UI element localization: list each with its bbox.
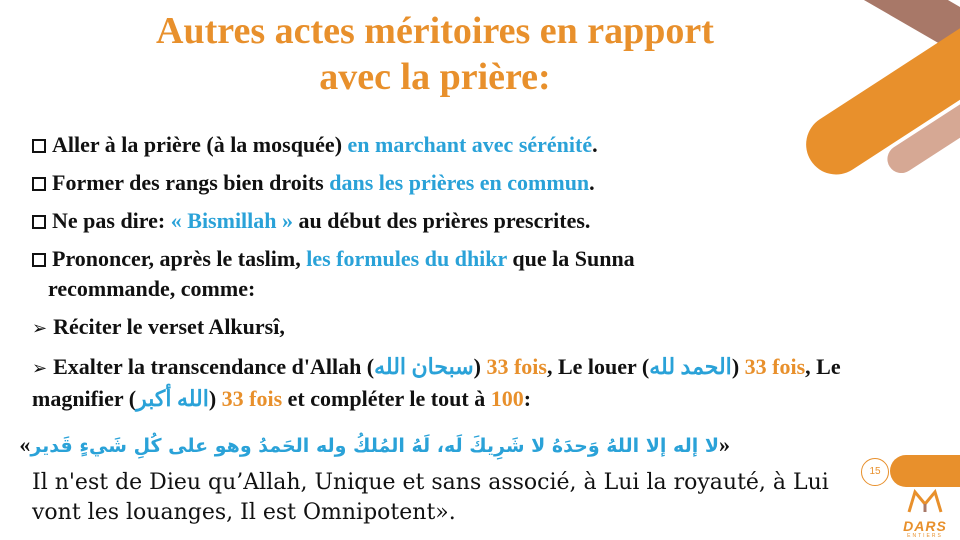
bullet-list xyxy=(32,130,922,418)
slide-title xyxy=(40,8,830,100)
bullet-item-4: Prononcer, après le taslim, les formules du dhikr que la Sunna recommande, comme: xyxy=(32,244,922,304)
checkbox-bullet-icon xyxy=(32,139,46,153)
arabic-dhikr-formula: «لا إله إلا اللهُ وَحدَهُ لا شَرِيكَ لَه، لَهُ المُلكُ وله الحَمدُ وهو على كُلِ شَيءٍ قَدير» xyxy=(19,432,730,457)
title-line-1: Autres actes méritoires en rapport xyxy=(156,10,714,52)
bullet-item-3: Ne pas dire: « Bismillah » au début des prières prescrites. xyxy=(32,206,922,236)
sub-item-2: ➢ Exalter la transcendance d'Allah (سبحان الله) 33 fois, Le louer (الحمد لله) 33 fois, Le magnifier (الله أكبر) 33 fois et compléter le tout à 100: xyxy=(32,354,841,411)
page-number: 15 xyxy=(861,458,889,486)
bullet-item-2: Former des rangs bien droits dans les prières en commun. xyxy=(32,168,922,198)
dars-logo: DARS ENTIERS xyxy=(892,488,958,539)
checkbox-bullet-icon xyxy=(32,253,46,267)
logo-mark-icon xyxy=(905,488,945,514)
arrow-bullet-icon: ➢ xyxy=(32,318,48,339)
checkbox-bullet-icon xyxy=(32,215,46,229)
title-line-2: avec la prière: xyxy=(319,56,551,98)
bullet-item-1: Aller à la prière (à la mosquée) en marchant avec sérénité. xyxy=(32,130,922,160)
formula-translation: Il n'est de Dieu qu’Allah, Unique et sans associé, à Lui la royauté, à Lui vont les louanges, Il est Omnipotent». xyxy=(32,470,829,525)
sub-item-1: ➢ Réciter le verset Alkursî, xyxy=(32,312,922,344)
arrow-bullet-icon: ➢ xyxy=(32,358,48,379)
checkbox-bullet-icon xyxy=(32,177,46,191)
